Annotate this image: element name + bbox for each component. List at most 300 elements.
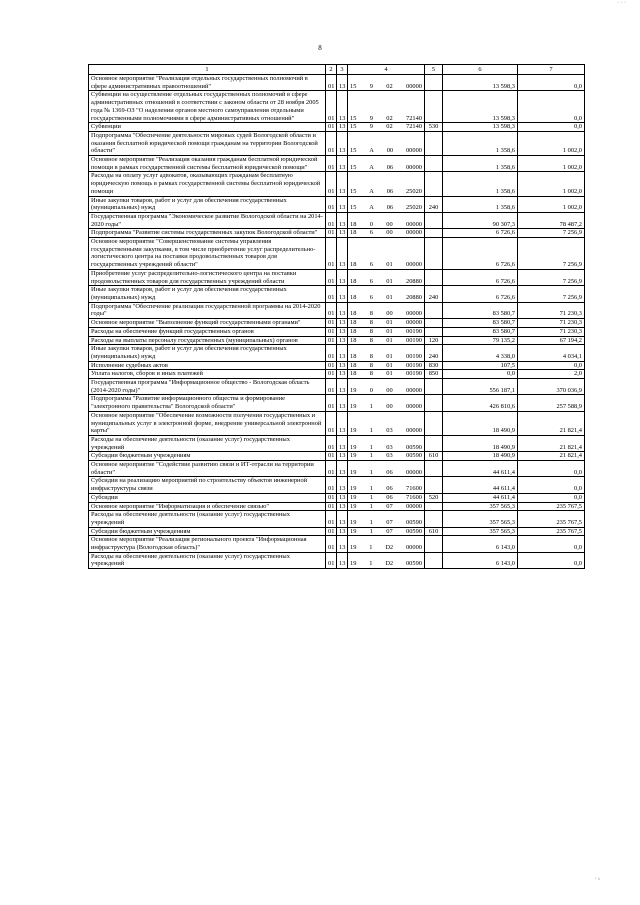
row-amount-2019-cell: 13 598,3 — [443, 75, 518, 91]
target-code-part: А — [369, 163, 374, 171]
target-code-part: 8 — [369, 336, 373, 344]
target-code-part: 72140 — [406, 114, 422, 122]
row-amount-2019-cell: 357 565,3 — [443, 502, 518, 511]
row-name-cell: Субсидии бюджетным учреждениям — [89, 527, 326, 536]
target-code — [350, 261, 422, 269]
table-row — [89, 536, 585, 552]
target-code-part: 02 — [386, 123, 393, 131]
row-target-code-cell — [348, 527, 425, 536]
target-code-part: 02 — [386, 82, 393, 90]
row-subsection-cell: 13 — [337, 395, 348, 411]
table-row — [89, 411, 585, 435]
target-code-part: 01 — [386, 327, 393, 335]
header-row — [89, 65, 585, 75]
row-target-code-cell — [348, 379, 425, 395]
target-code — [350, 519, 422, 527]
row-subsection-cell: 13 — [337, 172, 348, 196]
corner-mark: · · · — [617, 0, 626, 6]
target-code-part: 1 — [369, 527, 373, 535]
row-expense-type-cell — [425, 238, 443, 270]
table-row — [89, 319, 585, 328]
table-row — [89, 461, 585, 477]
table-row — [89, 361, 585, 370]
row-amount-2019-cell: 44 611,4 — [443, 461, 518, 477]
row-amount-2019-cell: 357 565,3 — [443, 511, 518, 527]
target-code-part: 1 — [369, 452, 373, 460]
target-code-part: 00590 — [406, 443, 422, 451]
row-section-cell: 01 — [326, 536, 337, 552]
row-name-cell: Основное мероприятие "Реализация отдельных государственных полномочий в сфере административных правоотношений" — [89, 75, 326, 91]
row-amount-2020-cell: 71 230,3 — [518, 319, 585, 328]
row-target-code-cell — [348, 75, 425, 91]
row-amount-2020-cell: 7 256,9 — [518, 238, 585, 270]
row-target-code-cell — [348, 411, 425, 435]
table-row — [89, 345, 585, 361]
target-code — [350, 310, 422, 318]
target-code — [350, 370, 422, 378]
row-expense-type-cell: 850 — [425, 370, 443, 379]
row-section-cell: 01 — [326, 477, 337, 493]
row-name-cell: Основное мероприятие "Содействие развитию связи и ИТ-отрасли на территории области" — [89, 461, 326, 477]
target-code-part: 20880 — [406, 293, 422, 301]
row-expense-type-cell: 610 — [425, 527, 443, 536]
target-code-part: 00000 — [406, 229, 422, 237]
table-row — [89, 502, 585, 511]
target-code-part: 00590 — [405, 560, 422, 568]
row-section-cell: 01 — [326, 452, 337, 461]
row-expense-type-cell — [425, 379, 443, 395]
row-target-code-cell — [348, 345, 425, 361]
row-amount-2020-cell: 71 230,3 — [518, 302, 585, 318]
row-target-code-cell — [348, 196, 425, 212]
target-code-part: 1 — [369, 443, 373, 451]
target-code-part: 00 — [386, 220, 393, 228]
row-target-code-cell — [348, 91, 425, 123]
row-name-cell: Расходы на обеспечение деятельности (оказание услуг) государственных учреждений — [89, 435, 326, 451]
header-col-4: 4 — [348, 65, 425, 75]
target-code-part: 00000 — [406, 261, 422, 269]
target-code-part: 18 — [350, 361, 357, 369]
table-row — [89, 156, 585, 172]
target-code-part: 18 — [350, 310, 357, 318]
target-code-part: 19 — [350, 403, 357, 411]
table-row — [89, 238, 585, 270]
target-code-part: 00000 — [406, 220, 422, 228]
row-expense-type-cell: 240 — [425, 286, 443, 302]
target-code-part: 72140 — [406, 123, 422, 131]
target-code-part: 19 — [350, 443, 357, 451]
row-target-code-cell — [348, 511, 425, 527]
target-code — [350, 544, 422, 552]
row-amount-2019-cell: 107,5 — [443, 361, 518, 370]
row-amount-2020-cell: 0,0 — [518, 477, 585, 493]
row-section-cell: 01 — [326, 91, 337, 123]
row-target-code-cell — [348, 156, 425, 172]
row-subsection-cell: 13 — [337, 502, 348, 511]
target-code — [350, 115, 422, 123]
target-code-part: 00000 — [406, 403, 422, 411]
target-code-part: 18 — [350, 370, 357, 378]
row-section-cell: 01 — [326, 411, 337, 435]
target-code-part: 01 — [386, 370, 393, 378]
row-amount-2020-cell: 0,0 — [518, 536, 585, 552]
row-section-cell: 01 — [326, 345, 337, 361]
row-section-cell: 01 — [326, 302, 337, 318]
row-name-cell: Приобретение услуг распределительно-логистического центра на поставки продовольственных товаров для государственных учреждений области — [89, 269, 326, 285]
target-code — [350, 528, 422, 536]
row-expense-type-cell: 240 — [425, 196, 443, 212]
target-code-part: 19 — [350, 386, 357, 394]
row-name-cell: Основное мероприятие "Выполнение функций государственными органами" — [89, 319, 326, 328]
target-code-part: 00190 — [406, 352, 422, 360]
row-amount-2020-cell: 0,0 — [518, 91, 585, 123]
target-code — [350, 164, 422, 172]
row-subsection-cell: 13 — [337, 336, 348, 345]
row-expense-type-cell — [425, 461, 443, 477]
target-code-part: 19 — [350, 485, 357, 493]
row-target-code-cell — [348, 302, 425, 318]
row-subsection-cell: 13 — [337, 452, 348, 461]
target-code-part: 00590 — [406, 452, 422, 460]
row-amount-2019-cell: 6 726,6 — [443, 238, 518, 270]
row-expense-type-cell — [425, 91, 443, 123]
row-name-cell: Расходы на выплаты персоналу государственных (муниципальных) органов — [89, 336, 326, 345]
target-code — [350, 278, 422, 286]
row-amount-2019-cell: 44 611,4 — [443, 477, 518, 493]
target-code-part: 19 — [350, 502, 357, 510]
header-col-7: 7 — [518, 65, 585, 75]
row-name-cell: Уплата налогов, сборов и иных платежей — [89, 370, 326, 379]
target-code-part: 01 — [386, 293, 393, 301]
row-amount-2020-cell: 0,0 — [518, 493, 585, 502]
row-subsection-cell: 13 — [337, 286, 348, 302]
table-row — [89, 552, 585, 568]
row-section-cell: 01 — [326, 493, 337, 502]
row-name-cell: Государственная программа "Информационное общество - Вологодская область (2014-2020 годы)" — [89, 379, 326, 395]
row-target-code-cell — [348, 493, 425, 502]
table-row — [89, 327, 585, 336]
row-subsection-cell: 13 — [337, 435, 348, 451]
row-subsection-cell: 13 — [337, 238, 348, 270]
row-section-cell: 01 — [326, 327, 337, 336]
row-amount-2020-cell: 7 256,9 — [518, 229, 585, 238]
row-amount-2019-cell: 44 611,4 — [443, 493, 518, 502]
row-name-cell: Расходы на обеспечение функций государственных органов — [89, 327, 326, 336]
target-code-part: 01 — [386, 336, 393, 344]
row-subsection-cell: 13 — [337, 370, 348, 379]
target-code-part: 15 — [350, 114, 357, 122]
row-expense-type-cell — [425, 269, 443, 285]
row-amount-2020-cell: 0,0 — [518, 461, 585, 477]
target-code-part: 19 — [350, 544, 357, 552]
row-name-cell: Основное мероприятие "Обеспечение возможности получения государственных и муниципальных услуг в электронной форме, внедрение универсальной электронной карты" — [89, 411, 326, 435]
row-amount-2019-cell: 6 726,6 — [443, 229, 518, 238]
row-section-cell: 01 — [326, 370, 337, 379]
row-amount-2019-cell: 1 358,6 — [443, 196, 518, 212]
row-amount-2020-cell: 71 230,3 — [518, 327, 585, 336]
row-name-cell: Субсидии бюджетным учреждениям — [89, 452, 326, 461]
target-code-part: 02 — [386, 114, 393, 122]
target-code-part: А — [369, 147, 374, 155]
target-code-part: 03 — [386, 452, 393, 460]
target-code — [350, 294, 422, 302]
footer-mark: · ‹ — [594, 876, 600, 882]
row-amount-2020-cell: 1 002,0 — [518, 156, 585, 172]
row-subsection-cell: 13 — [337, 123, 348, 132]
row-amount-2020-cell: 0,0 — [518, 361, 585, 370]
row-expense-type-cell: 120 — [425, 336, 443, 345]
target-code — [350, 427, 422, 435]
header-col-2: 2 — [326, 65, 337, 75]
row-section-cell: 01 — [326, 336, 337, 345]
target-code-part: 00000 — [406, 310, 422, 318]
target-code-part: 8 — [369, 327, 373, 335]
row-amount-2019-cell: 6 143,0 — [443, 552, 518, 568]
row-name-cell: Субвенции на осуществление отдельных государственных полномочий в сфере административных отношений в соответствии с законом области от 28 ноября 2005 года № 1369-ОЗ "О наделении органов местного самоуправления отдельными государственными полномочиями в сфере административных отношений" — [89, 91, 326, 123]
target-code-part: 06 — [386, 204, 394, 212]
target-code-part: 00000 — [406, 468, 422, 476]
row-amount-2019-cell: 1 358,6 — [443, 172, 518, 196]
target-code-part: 8 — [369, 361, 373, 369]
row-subsection-cell: 13 — [337, 461, 348, 477]
row-amount-2020-cell: 235 767,5 — [518, 527, 585, 536]
row-target-code-cell — [348, 502, 425, 511]
row-subsection-cell: 13 — [337, 91, 348, 123]
row-section-cell: 01 — [326, 131, 337, 155]
target-code-part: 06 — [386, 468, 393, 476]
table-row — [89, 379, 585, 395]
row-subsection-cell: 13 — [337, 493, 348, 502]
target-code — [350, 229, 422, 237]
row-amount-2019-cell: 18 490,9 — [443, 411, 518, 435]
target-code-part: 01 — [386, 352, 393, 360]
row-target-code-cell — [348, 336, 425, 345]
target-code-part: 9 — [369, 123, 373, 131]
target-code-part: 1 — [369, 560, 373, 568]
row-name-cell: Государственная программа "Экономическое развитие Вологодской области на 2014-2020 годы" — [89, 212, 326, 228]
row-target-code-cell — [348, 477, 425, 493]
target-code-part: 18 — [350, 352, 357, 360]
target-code-part: 15 — [350, 204, 357, 212]
row-amount-2019-cell: 13 598,3 — [443, 123, 518, 132]
row-amount-2019-cell: 1 358,6 — [443, 156, 518, 172]
target-code-part: 19 — [350, 560, 357, 568]
row-section-cell: 01 — [326, 269, 337, 285]
row-target-code-cell — [348, 452, 425, 461]
row-section-cell: 01 — [326, 435, 337, 451]
budget-table — [88, 64, 585, 569]
row-expense-type-cell — [425, 435, 443, 451]
target-code — [350, 328, 422, 336]
row-amount-2020-cell: 4 034,1 — [518, 345, 585, 361]
target-code-part: 18 — [350, 229, 357, 237]
row-name-cell: Иные закупки товаров, работ и услуг для обеспечения государственных (муниципальных) нужд — [89, 196, 326, 212]
row-section-cell: 01 — [326, 527, 337, 536]
row-amount-2019-cell: 18 490,9 — [443, 452, 518, 461]
row-subsection-cell: 13 — [337, 319, 348, 328]
row-target-code-cell — [348, 131, 425, 155]
row-name-cell: Подпрограмма "Обеспечение реализации государственной программы на 2014-2020 годы" — [89, 302, 326, 318]
row-subsection-cell: 13 — [337, 552, 348, 568]
row-amount-2020-cell: 21 821,4 — [518, 435, 585, 451]
row-name-cell: Расходы на обеспечение деятельности (оказание услуг) государственных учреждений — [89, 511, 326, 527]
row-amount-2019-cell: 83 580,7 — [443, 319, 518, 328]
row-target-code-cell — [348, 123, 425, 132]
row-amount-2020-cell: 21 821,4 — [518, 411, 585, 435]
row-subsection-cell: 13 — [337, 511, 348, 527]
target-code-part: 1 — [369, 403, 373, 411]
table-row — [89, 435, 585, 451]
target-code-part: 6 — [369, 261, 373, 269]
row-subsection-cell: 13 — [337, 527, 348, 536]
target-code-part: 18 — [350, 261, 357, 269]
target-code — [350, 452, 422, 460]
target-code — [350, 403, 422, 411]
target-code — [350, 444, 422, 452]
row-amount-2020-cell: 257 588,9 — [518, 395, 585, 411]
row-target-code-cell — [348, 361, 425, 370]
target-code-part: 9 — [369, 82, 373, 90]
row-target-code-cell — [348, 536, 425, 552]
table-row — [89, 477, 585, 493]
row-amount-2020-cell: 370 036,9 — [518, 379, 585, 395]
target-code-part: 00000 — [406, 319, 422, 327]
target-code-part: 9 — [369, 114, 373, 122]
target-code — [350, 353, 422, 361]
row-amount-2020-cell: 0,0 — [518, 75, 585, 91]
row-subsection-cell: 13 — [337, 327, 348, 336]
table-body — [89, 75, 585, 569]
target-code — [350, 494, 422, 502]
row-name-cell: Основное мероприятие "Реализация регионального проекта "Информационная инфраструктура (Вологодская область)" — [89, 536, 326, 552]
target-code-part: А — [369, 204, 374, 212]
target-code-part: 00 — [386, 310, 393, 318]
row-section-cell: 01 — [326, 511, 337, 527]
row-section-cell: 01 — [326, 319, 337, 328]
target-code — [350, 221, 422, 229]
row-name-cell: Субсидии — [89, 493, 326, 502]
target-code-part: 19 — [350, 468, 357, 476]
table-row — [89, 370, 585, 379]
row-amount-2020-cell: 7 256,9 — [518, 269, 585, 285]
target-code-part: 01 — [386, 277, 393, 285]
row-expense-type-cell — [425, 327, 443, 336]
row-target-code-cell — [348, 552, 425, 568]
row-subsection-cell: 13 — [337, 477, 348, 493]
row-expense-type-cell — [425, 229, 443, 238]
row-target-code-cell — [348, 172, 425, 196]
target-code-part: 8 — [369, 370, 373, 378]
target-code-part: 19 — [350, 527, 357, 535]
target-code-part: 25020 — [405, 187, 422, 195]
row-target-code-cell — [348, 395, 425, 411]
row-amount-2019-cell: 1 358,6 — [443, 131, 518, 155]
row-name-cell: Основное мероприятие "Совершенствование системы управления государственными закупками, в том числе приобретение услуг распределительно-логистического центра на поставки продовольственных товаров для государственных учреждений области" — [89, 238, 326, 270]
row-expense-type-cell: 530 — [425, 123, 443, 132]
target-code-part: 6 — [369, 277, 373, 285]
row-name-cell: Основное мероприятие "Реализация оказания гражданам бесплатной юридической помощи в рамках государственной системы бесплатной юридической помощи" — [89, 156, 326, 172]
target-code-part: 15 — [350, 82, 357, 90]
row-expense-type-cell — [425, 75, 443, 91]
row-expense-type-cell: 240 — [425, 345, 443, 361]
row-amount-2020-cell: 235 767,5 — [518, 502, 585, 511]
row-amount-2020-cell: 1 002,0 — [518, 196, 585, 212]
row-amount-2020-cell: 1 002,0 — [518, 172, 585, 196]
row-expense-type-cell — [425, 212, 443, 228]
table-row — [89, 196, 585, 212]
row-section-cell: 01 — [326, 461, 337, 477]
target-code — [350, 560, 422, 568]
row-expense-type-cell — [425, 502, 443, 511]
page-number: 8 — [318, 44, 322, 52]
row-expense-type-cell — [425, 477, 443, 493]
row-subsection-cell: 13 — [337, 212, 348, 228]
row-section-cell: 01 — [326, 123, 337, 132]
row-amount-2019-cell: 6 143,0 — [443, 536, 518, 552]
target-code-part: 01 — [386, 261, 393, 269]
row-subsection-cell: 13 — [337, 156, 348, 172]
target-code-part: 18 — [350, 277, 357, 285]
row-name-cell: Иные закупки товаров, работ и услуг для обеспечения государственных (муниципальных) нужд — [89, 286, 326, 302]
target-code-part: 20880 — [406, 277, 422, 285]
target-code-part: 07 — [386, 527, 393, 535]
target-code-part: 15 — [350, 147, 357, 155]
target-code-part: 07 — [386, 502, 393, 510]
row-amount-2020-cell: 21 821,4 — [518, 452, 585, 461]
target-code-part: 00000 — [405, 163, 422, 171]
row-expense-type-cell — [425, 302, 443, 318]
target-code-part: 18 — [350, 220, 357, 228]
target-code-part: 1 — [369, 427, 373, 435]
table-row — [89, 452, 585, 461]
target-code-part: 18 — [350, 336, 357, 344]
row-amount-2019-cell: 83 580,7 — [443, 327, 518, 336]
target-code-part: 25020 — [405, 204, 422, 212]
target-code-part: 18 — [350, 319, 357, 327]
row-section-cell: 01 — [326, 212, 337, 228]
target-code-part: 8 — [369, 319, 373, 327]
row-expense-type-cell — [425, 156, 443, 172]
row-subsection-cell: 13 — [337, 75, 348, 91]
target-code-part: 15 — [350, 163, 357, 171]
table-row — [89, 527, 585, 536]
target-code-part: 1 — [369, 468, 373, 476]
row-section-cell: 01 — [326, 552, 337, 568]
target-code-part: 00000 — [406, 502, 422, 510]
target-code-part: 00 — [386, 386, 393, 394]
row-amount-2019-cell: 90 307,3 — [443, 212, 518, 228]
target-code — [350, 503, 422, 511]
table-row — [89, 493, 585, 502]
target-code-part: 1 — [369, 544, 373, 552]
row-target-code-cell — [348, 461, 425, 477]
target-code-part: 00000 — [405, 544, 422, 552]
row-section-cell: 01 — [326, 172, 337, 196]
row-expense-type-cell: 830 — [425, 361, 443, 370]
row-amount-2019-cell: 357 565,3 — [443, 527, 518, 536]
table-row — [89, 212, 585, 228]
target-code-part: 19 — [350, 518, 357, 526]
target-code — [350, 485, 422, 493]
table-row — [89, 269, 585, 285]
target-code-part: 8 — [369, 310, 373, 318]
row-name-cell: Подпрограмма "Обеспечение деятельности мировых судей Вологодской области и оказания бесплатной юридической помощи гражданам на территории Вологодской области" — [89, 131, 326, 155]
target-code-part: 03 — [386, 443, 393, 451]
row-expense-type-cell — [425, 319, 443, 328]
row-amount-2020-cell: 78 487,2 — [518, 212, 585, 228]
row-expense-type-cell — [425, 395, 443, 411]
row-name-cell: Расходы на оплату услуг адвокатов, оказывающих гражданам бесплатную юридическую помощь в рамках государственной системы бесплатной юридической помощи — [89, 172, 326, 196]
